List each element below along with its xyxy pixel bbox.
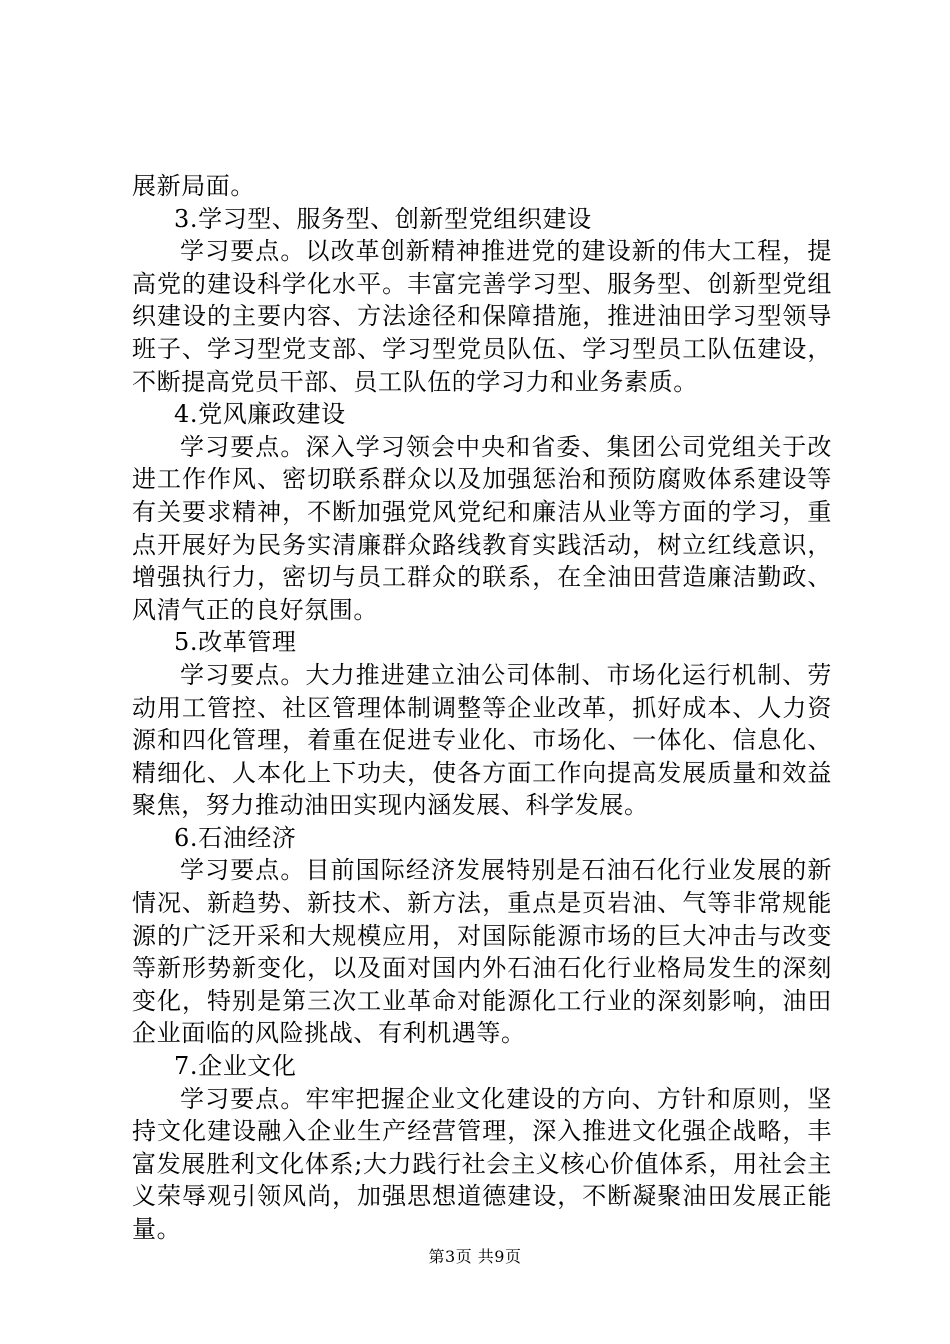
section-5 (132, 626, 832, 822)
section-paragraph: 学习要点。牢牢把握企业文化建设的方向、方针和原则，坚持文化建设融入企业生产经营管理，深入推进文化强企战略，丰富发展胜利文化体系;大力践行社会主义核心价值体系，用社会主义荣辱观引领风尚，加强思想道德建设，不断凝聚油田发展正能量。 (132, 1084, 832, 1243)
section-paragraph: 学习要点。深入学习领会中央和省委、集团公司党组关于改进工作作风、密切联系群众以及加强惩治和预防腐败体系建设等有关要求精神，不断加强党风党纪和廉洁从业等方面的学习，重点开展好为民务实清廉群众路线教育实践活动，树立红线意识，增强执行力，密切与员工群众的联系，在全油田营造廉洁勤政、风清气正的良好氛围。 (132, 432, 832, 624)
document-body (132, 170, 832, 1246)
section-7 (132, 1050, 832, 1246)
section-heading: 3.学习型、服务型、创新型党组织建设 (174, 204, 592, 233)
section-paragraph: 学习要点。目前国际经济发展特别是石油石化行业发展的新情况、新趋势、新技术、新方法，重点是页岩油、气等非常规能源的广泛开采和大规模应用，对国际能源市场的巨大冲击与改变等新形势新变化，以及面对国内外石油石化行业格局发生的深刻变化，特别是第三次工业革命对能源化工行业的深刻影响，油田企业面临的风险挑战、有利机遇等。 (132, 856, 832, 1048)
section-paragraph: 学习要点。以改革创新精神推进党的建设新的伟大工程，提高党的建设科学化水平。丰富完善学习型、服务型、创新型党组织建设的主要内容、方法途径和保障措施，推进油田学习型领导班子、学习型党支部、学习型党员队伍、学习型员工队伍建设，不断提高党员干部、员工队伍的学习力和业务素质。 (132, 237, 832, 396)
section-heading: 5.改革管理 (174, 628, 297, 657)
section-4 (132, 398, 832, 626)
section-heading: 4.党风廉政建设 (174, 400, 346, 429)
page-footer: 第3页 共9页 (428, 1247, 522, 1266)
section-3 (132, 203, 832, 399)
section-heading: 6.石油经济 (174, 823, 297, 852)
section-heading: 7.企业文化 (174, 1052, 297, 1081)
section-paragraph: 学习要点。大力推进建立油公司体制、市场化运行机制、劳动用工管控、社区管理体制调整等企业改革，抓好成本、人力资源和四化管理，着重在促进专业化、市场化、一体化、信息化、精细化、人本化上下功夫，使各方面工作向提高发展质量和效益聚焦，努力推动油田实现内涵发展、科学发展。 (132, 660, 832, 820)
lead-line: 展新局面。 (132, 172, 255, 200)
section-6 (132, 822, 832, 1050)
